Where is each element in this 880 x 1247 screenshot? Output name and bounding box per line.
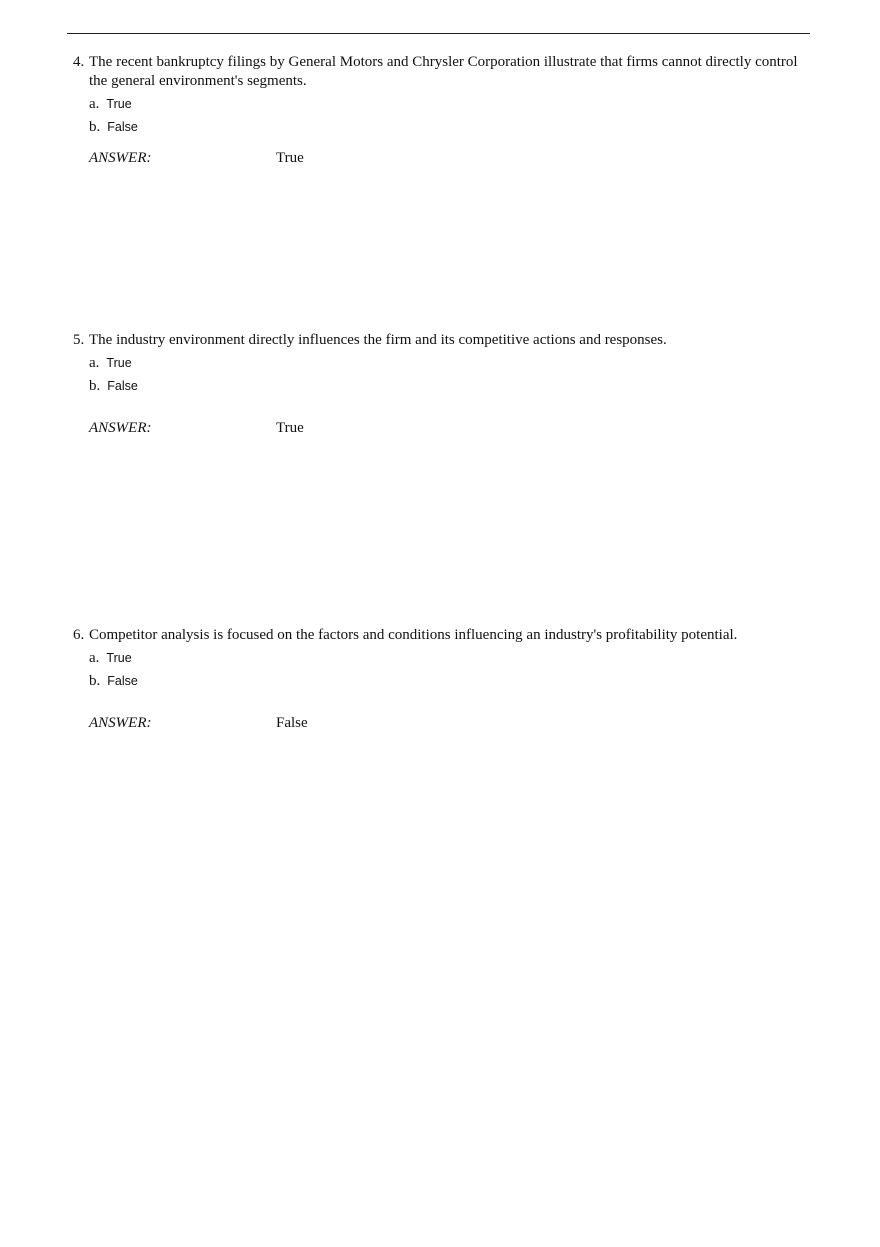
question-number: 6. [73, 627, 85, 643]
choice-letter: a. [89, 355, 100, 371]
choice-b [89, 377, 803, 400]
header-rule [67, 33, 810, 34]
choice-letter: b. [89, 673, 101, 689]
choice-a [89, 649, 803, 672]
answer-value: False [276, 715, 308, 731]
choice-text: True [106, 356, 132, 370]
choice-list [73, 95, 803, 141]
answer-row [73, 419, 803, 438]
choice-letter: b. [89, 119, 101, 135]
choice-b [89, 672, 803, 695]
question-4 [73, 53, 803, 168]
question-number: 4. [73, 54, 85, 70]
choice-a [89, 95, 803, 118]
question-5 [73, 331, 803, 438]
question-text: The industry environment directly influences the firm and its competitive actions and responses. [89, 332, 667, 348]
question-text: The recent bankruptcy filings by General Motors and Chrysler Corporation illustrate that firms cannot directly control the general environment's segments. [89, 54, 798, 89]
answer-label: ANSWER: [89, 715, 152, 731]
question-stem [73, 53, 803, 91]
answer-value: True [276, 420, 304, 436]
answer-label: ANSWER: [89, 150, 152, 166]
choice-b [89, 118, 803, 141]
choice-list [73, 354, 803, 400]
choice-letter: b. [89, 378, 101, 394]
question-6 [73, 626, 803, 733]
choice-list [73, 649, 803, 695]
choice-letter: a. [89, 650, 100, 666]
question-number: 5. [73, 332, 85, 348]
answer-row [73, 149, 803, 168]
choice-text: True [106, 651, 132, 665]
choice-text: False [107, 379, 138, 393]
choice-text: False [107, 120, 138, 134]
choice-a [89, 354, 803, 377]
question-text: Competitor analysis is focused on the factors and conditions influencing an industry's profitability potential. [89, 627, 738, 643]
choice-letter: a. [89, 96, 100, 112]
question-stem [73, 331, 803, 350]
choice-text: False [107, 674, 138, 688]
answer-label: ANSWER: [89, 420, 152, 436]
choice-text: True [106, 97, 132, 111]
answer-value: True [276, 150, 304, 166]
answer-row [73, 714, 803, 733]
question-stem [73, 626, 803, 645]
